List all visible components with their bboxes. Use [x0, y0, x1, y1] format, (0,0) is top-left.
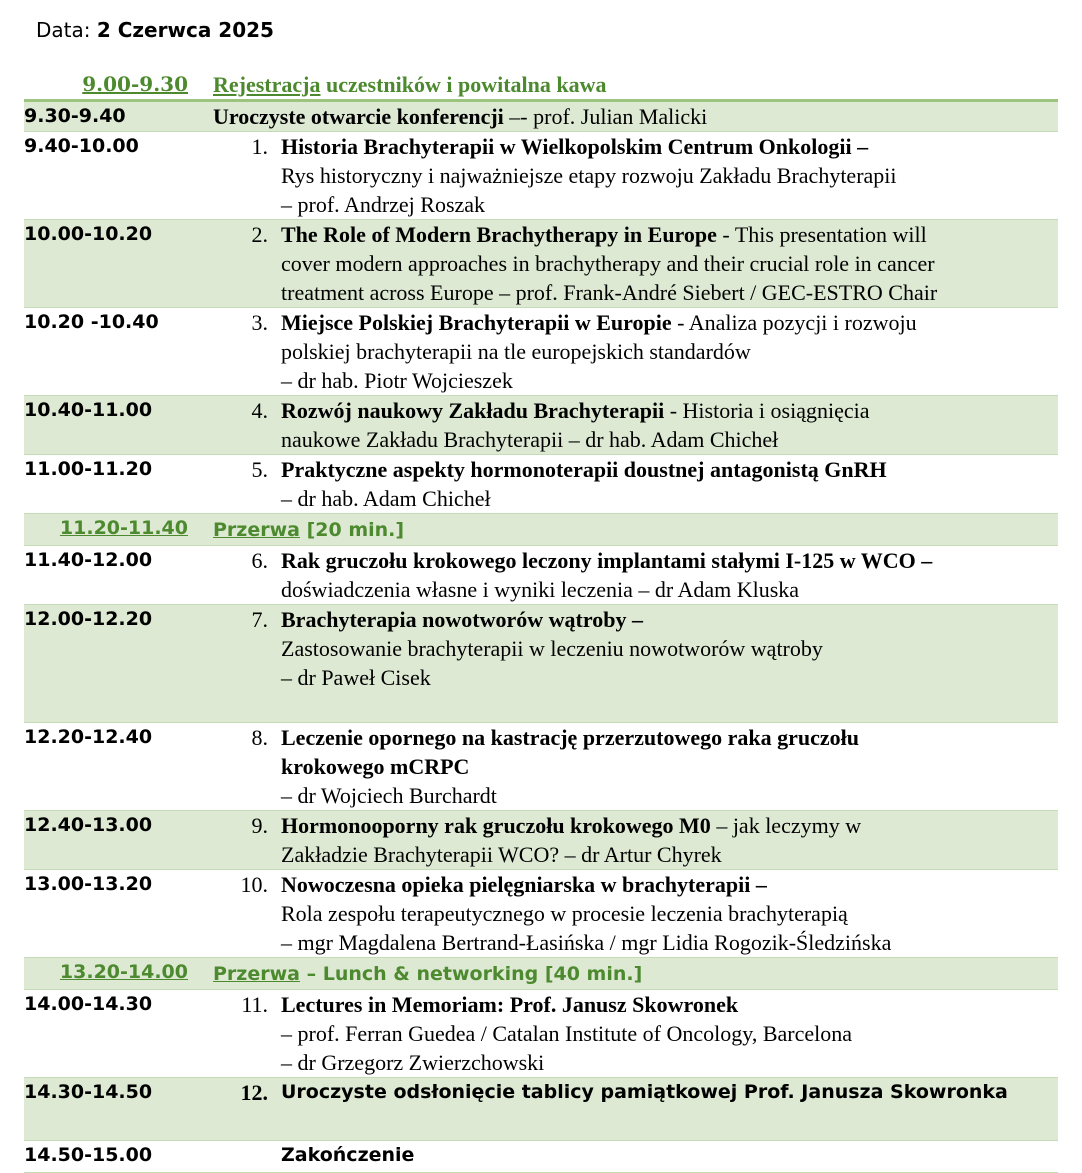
talk-body — [200, 132, 1058, 220]
talk-desc: Rys historyczny i najważniejsze etapy rozwoju Zakładu Brachyterapii — [281, 163, 897, 188]
break-label: Przerwa — [213, 963, 300, 985]
break-row — [24, 958, 1058, 990]
table-row — [24, 546, 1058, 605]
talk-desc: polskiej brachyterapii na tle europejskich standardów — [281, 339, 751, 364]
talk-time: 12.40-13.00 — [24, 811, 200, 870]
talk-title: Lectures in Memoriam: Prof. Janusz Skowronek — [281, 992, 739, 1017]
talk-title: Rak gruczołu krokowego leczony implantami stałymi I-125 w WCO – — [281, 548, 933, 573]
table-row — [24, 396, 1058, 455]
talk-time: 14.30-14.50 — [24, 1078, 200, 1141]
table-row — [24, 308, 1058, 396]
talk-desc: naukowe Zakładu Brachyterapii – dr hab. Adam Chicheł — [281, 427, 779, 452]
opening-body — [200, 101, 1058, 132]
talk-number: 2. — [251, 222, 268, 247]
closing-label: Zakończenie — [281, 1144, 415, 1166]
table-row — [24, 723, 1058, 811]
talk-number: 7. — [251, 607, 268, 632]
break-label: Przerwa — [213, 519, 300, 541]
talk-body — [200, 308, 1058, 396]
talk-time: 9.40-10.00 — [24, 132, 200, 220]
closing-time: 14.50-15.00 — [24, 1141, 200, 1173]
talk-body — [200, 870, 1058, 958]
talk-time: 10.40-11.00 — [24, 396, 200, 455]
talk-number: 5. — [251, 457, 268, 482]
talk-title: Brachyterapia nowotworów wątroby – — [281, 607, 643, 632]
break-body — [200, 958, 1058, 990]
talk-desc: Zakładzie Brachyterapii WCO? – dr Artur Chyrek — [281, 842, 722, 867]
talk-body — [200, 546, 1058, 605]
opening-row — [24, 101, 1058, 132]
talk-number: 10. — [240, 872, 268, 897]
table-row — [24, 132, 1058, 220]
talk-number: 9. — [251, 813, 268, 838]
talk-time: 14.00-14.30 — [24, 990, 200, 1078]
talk-desc: cover modern approaches in brachytherapy and their crucial role in cancer — [281, 251, 935, 276]
talk-desc: – prof. Andrzej Roszak — [281, 192, 486, 217]
table-row — [24, 811, 1058, 870]
break-time: 11.20-11.40 — [24, 514, 200, 546]
talk-desc: – prof. Ferran Guedea / Catalan Institute of Oncology, Barcelona — [281, 1021, 852, 1046]
talk-number: 8. — [251, 725, 268, 750]
talk-title-tail: - Historia i osiągnięcia — [664, 398, 870, 423]
talk-title: Historia Brachyterapii w Wielkopolskim Centrum Onkologii – — [281, 134, 869, 159]
talk-title: Praktyczne aspekty hormonoterapii doustnej antagonistą GnRH — [281, 457, 887, 482]
registration-row — [24, 70, 1058, 101]
table-row — [24, 990, 1058, 1078]
date-label: Data: — [36, 18, 91, 42]
talk-time: 10.20 -10.40 — [24, 308, 200, 396]
break-body — [200, 514, 1058, 546]
talk-desc: treatment across Europe – prof. Frank-André Siebert / GEC-ESTRO Chair — [281, 280, 938, 305]
talk-desc: – dr hab. Piotr Wojcieszek — [281, 368, 513, 393]
table-row — [24, 870, 1058, 958]
break-duration: – Lunch & networking [40 min.] — [299, 963, 643, 985]
talk-number: 3. — [251, 310, 268, 335]
talk-number: 4. — [251, 398, 268, 423]
registration-title-rest: uczestników i powitalna kawa — [326, 72, 607, 97]
talk-number: 1. — [251, 134, 268, 159]
talk-number: 12. — [240, 1080, 268, 1105]
talk-body — [200, 1078, 1058, 1141]
schedule-table — [24, 70, 1058, 1173]
date-line — [36, 18, 274, 42]
talk-title-tail: – jak leczymy w — [710, 813, 862, 838]
talk-title: krokowego mCRPC — [281, 754, 470, 779]
talk-time: 10.00-10.20 — [24, 220, 200, 308]
talk-number: 6. — [251, 548, 268, 573]
talk-title: Hormonooporny rak gruczołu krokowego M0 — [281, 813, 711, 838]
registration-title-underlined: Rejestracja — [213, 72, 321, 97]
talk-body — [200, 220, 1058, 308]
talk-title: Miejsce Polskiej Brachyterapii w Europie — [281, 310, 672, 335]
talk-title: Uroczyste odsłonięcie tablicy pamiątkowej Prof. Janusza Skowronka — [281, 1081, 1008, 1103]
talk-time: 11.00-11.20 — [24, 455, 200, 514]
table-row — [24, 220, 1058, 308]
break-row — [24, 514, 1058, 546]
talk-title: The Role of Modern Brachytherapy in Europe — [281, 222, 717, 247]
registration-time: 9.00-9.30 — [82, 72, 188, 96]
registration-title — [200, 70, 1058, 101]
talk-desc: – dr Wojciech Burchardt — [281, 783, 497, 808]
talk-body — [200, 990, 1058, 1078]
talk-body — [200, 723, 1058, 811]
talk-desc: doświadczenia własne i wyniki leczenia – dr Adam Kluska — [281, 577, 800, 602]
opening-speaker: –- prof. Julian Malicki — [503, 104, 708, 129]
talk-desc: – dr Paweł Cisek — [281, 665, 431, 690]
table-row — [24, 1078, 1058, 1141]
talk-body — [200, 605, 1058, 723]
talk-time: 12.20-12.40 — [24, 723, 200, 811]
talk-title-tail: - This presentation will — [716, 222, 927, 247]
talk-body — [200, 396, 1058, 455]
opening-time: 9.30-9.40 — [24, 101, 200, 132]
talk-title: Rozwój naukowy Zakładu Brachyterapii — [281, 398, 665, 423]
break-time: 13.20-14.00 — [24, 958, 200, 990]
talk-desc: Rola zespołu terapeutycznego w procesie leczenia brachyterapią — [281, 901, 848, 926]
talk-title-tail: - Analiza pozycji i rozwoju — [671, 310, 917, 335]
talk-time: 13.00-13.20 — [24, 870, 200, 958]
talk-desc: – mgr Magdalena Bertrand-Łasińska / mgr Lidia Rogozik-Śledzińska — [281, 930, 892, 955]
talk-time: 12.00-12.20 — [24, 605, 200, 723]
talk-desc: – dr hab. Adam Chicheł — [281, 486, 491, 511]
talk-desc: – dr Grzegorz Zwierzchowski — [281, 1050, 545, 1075]
talk-number: 11. — [241, 992, 268, 1017]
talk-body — [200, 811, 1058, 870]
date-value: 2 Czerwca 2025 — [96, 18, 274, 42]
talk-body — [200, 455, 1058, 514]
talk-title: Leczenie opornego na kastrację przerzutowego raka gruczołu — [281, 725, 859, 750]
table-row — [24, 605, 1058, 723]
talk-desc: Zastosowanie brachyterapii w leczeniu nowotworów wątroby — [281, 636, 823, 661]
talk-time: 11.40-12.00 — [24, 546, 200, 605]
break-duration: [20 min.] — [299, 519, 405, 541]
opening-title: Uroczyste otwarcie konferencji — [213, 104, 504, 129]
table-row — [24, 455, 1058, 514]
talk-title: Nowoczesna opieka pielęgniarska w brachyterapii – — [281, 872, 767, 897]
